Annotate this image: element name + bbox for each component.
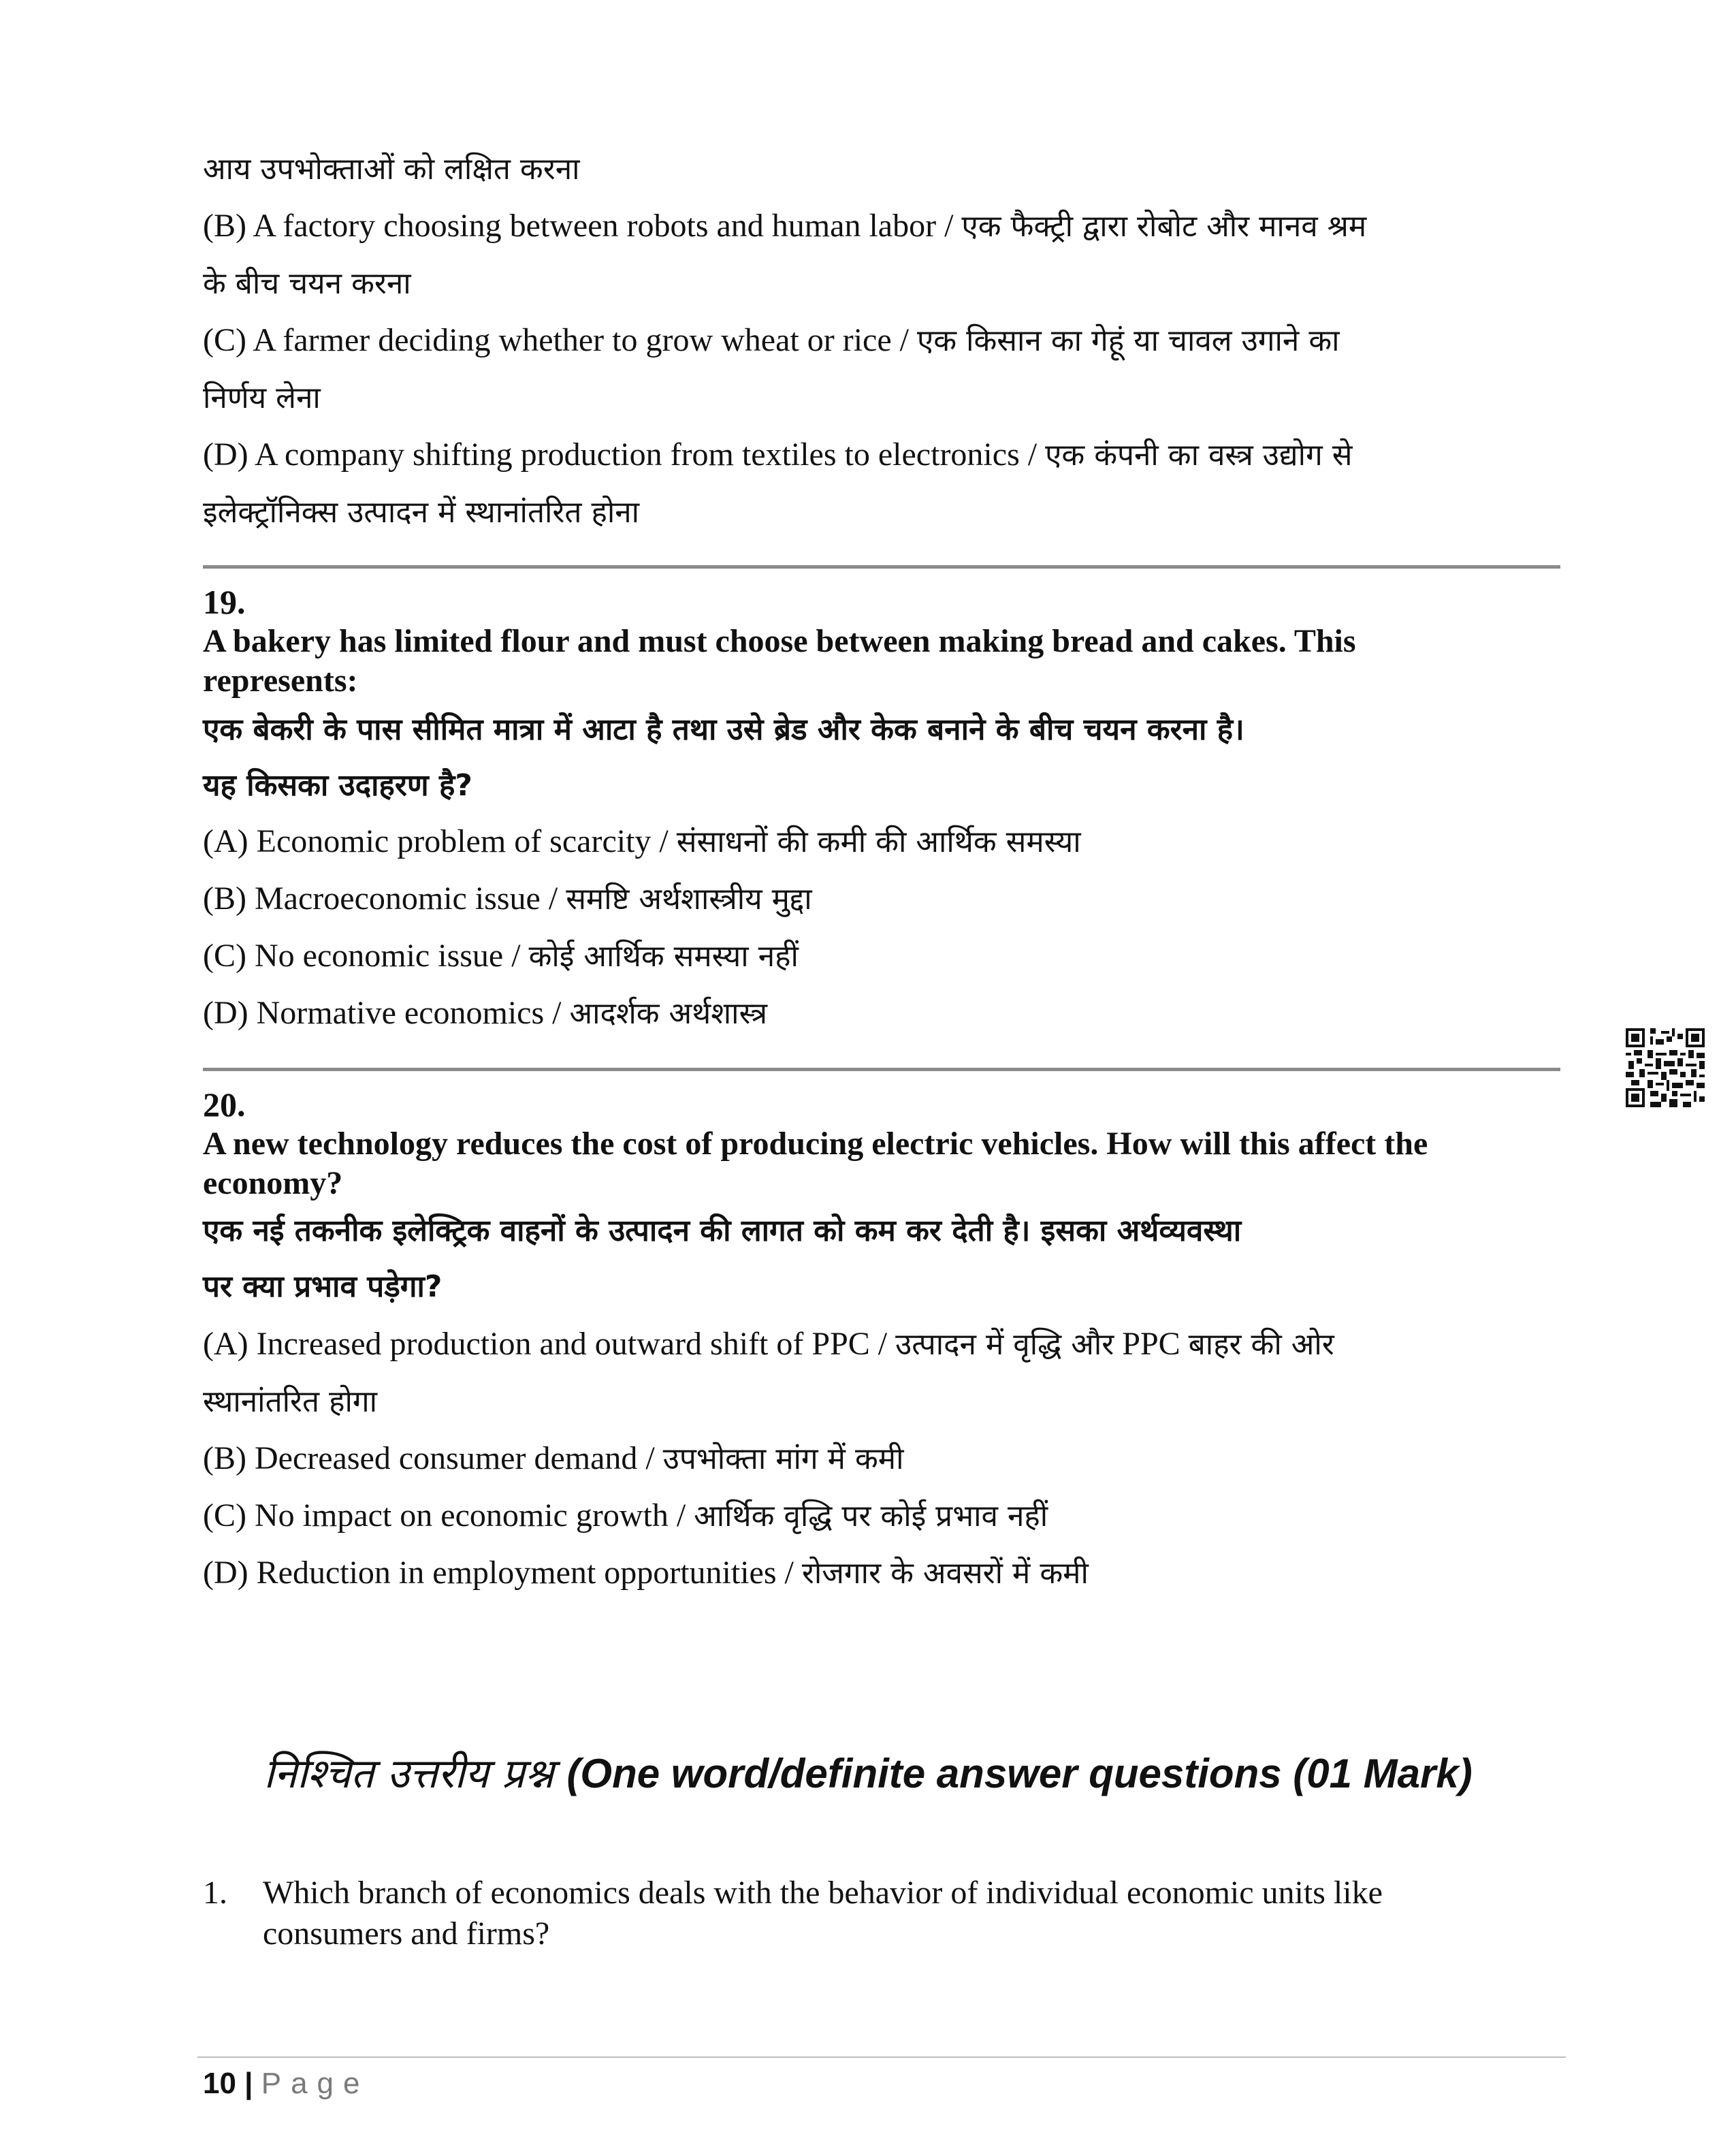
option-text-en: (D) A company shifting production from textiles to electronics /: [203, 436, 1046, 473]
footer-separator: |: [236, 2067, 261, 2100]
page-footer: [203, 2063, 369, 2104]
option-text-hi: एक कंपनी का वस्त्र उद्योग से: [1045, 438, 1353, 473]
question-text-en: represents:: [203, 663, 358, 699]
option-text-hi: समष्टि अर्थशास्त्रीय मुद्दा: [566, 882, 812, 917]
option-text-hi: इलेक्ट्रॉनिक्स उत्पादन में स्थानांतरित होना: [203, 495, 640, 530]
footer-divider: [197, 2056, 1566, 2058]
q20-option-d: [203, 1553, 1089, 1594]
q18-option-b-cont: [203, 263, 411, 304]
option-text-hi: एक फैक्ट्री द्वारा रोबोट और मानव श्रम: [961, 209, 1367, 244]
option-text-hi: के बीच चयन करना: [203, 266, 411, 301]
option-text-hi: उत्पादन में वृद्धि और: [895, 1327, 1114, 1362]
q18-option-d: [203, 434, 1353, 476]
question-text-en: economy?: [203, 1165, 343, 1201]
option-a-continuation: [203, 148, 580, 190]
question-number: 1.: [203, 1875, 227, 1911]
option-text-en: (D) Reduction in employment opportunities /: [203, 1555, 802, 1591]
option-text-en: (C) No economic issue /: [203, 938, 529, 974]
option-text-en: (A) Economic problem of scarcity /: [203, 823, 677, 859]
option-text-hi: बाहर की ओर: [1188, 1327, 1334, 1362]
q18-option-d-cont: [203, 492, 639, 533]
option-text-en: (B) A factory choosing between robots and human labor /: [203, 208, 962, 244]
q19-option-b: [203, 878, 812, 920]
question-text-en: A new technology reduces the cost of producing electric vehicles. How will this affect the: [203, 1126, 1428, 1162]
option-text-hi: आदर्शक अर्थशास्त्र: [569, 996, 767, 1031]
option-text-hi: उपभोक्ता मांग में कमी: [662, 1442, 904, 1476]
question-text-en: Which branch of economics deals with the behavior of individual economic units like consumers and firms?: [263, 1875, 1383, 1952]
option-text-hi: एक किसान का गेहूं या चावल उगाने का: [916, 323, 1340, 358]
q18-option-c-cont: [203, 377, 321, 419]
question-text-hi: पर क्या प्रभाव पड़ेगा?: [203, 1269, 443, 1304]
divider: [203, 1068, 1560, 1071]
option-text-en: (B) Macroeconomic issue /: [203, 880, 566, 917]
option-text-en: (A) Increased production and outward shift of PPC /: [203, 1326, 896, 1362]
q19-option-a: [203, 821, 1081, 863]
option-text-hi: निर्णय लेना: [203, 381, 321, 415]
page-number: 10: [203, 2067, 236, 2100]
question-number: 20.: [203, 1085, 246, 1124]
section-heading: [0, 1747, 1736, 1801]
option-text-hi: संसाधनों की कमी की आर्थिक समस्या: [676, 825, 1081, 859]
option-text-hi: कोई आर्थिक समस्या नहीं: [528, 939, 799, 974]
qr-code-icon: [1626, 1028, 1705, 1107]
q18-option-b: [203, 206, 1366, 247]
q20-option-a-cont: [203, 1381, 377, 1423]
section-heading-en: (One word/definite answer questions (01 Mark): [566, 1751, 1473, 1796]
q20-option-a: [203, 1324, 1334, 1365]
option-text-hi: स्थानांतरित होगा: [203, 1384, 378, 1419]
q20-option-b: [203, 1438, 903, 1480]
q19-option-d: [203, 993, 767, 1034]
option-text-en: (B) Decreased consumer demand /: [203, 1440, 663, 1476]
option-a-hindi: आय उपभोक्ताओं को लक्षित करना: [203, 152, 580, 187]
option-text-hi: आर्थिक वृद्धि पर कोई प्रभाव नहीं: [694, 1499, 1048, 1534]
section-heading-hi: निश्चित उत्तरीय प्रश्न: [263, 1750, 567, 1798]
option-text-en: (D) Normative economics /: [203, 995, 570, 1031]
option-text-en: (C) A farmer deciding whether to grow wheat or rice /: [203, 322, 917, 358]
question-text-en: A bakery has limited flour and must choose between making bread and cakes. This: [203, 623, 1356, 659]
question-text-hi: एक बेकरी के पास सीमित मात्रा में आटा है तथा उसे ब्रेड और केक बनाने के बीच चयन करना है।: [203, 712, 1244, 747]
option-text-en: (C) No impact on economic growth /: [203, 1497, 694, 1534]
option-text-hi: रोजगार के अवसरों में कमी: [801, 1556, 1089, 1591]
q20-option-c: [203, 1495, 1048, 1537]
q19-option-c: [203, 936, 799, 977]
option-text-en: PPC: [1114, 1326, 1189, 1362]
page-label: Page: [261, 2067, 370, 2100]
question-text-hi: एक नई तकनीक इलेक्ट्रिक वाहनों के उत्पादन की लागत को कम कर देती है। इसका अर्थव्यवस्था: [203, 1213, 1242, 1248]
question-number: 19.: [203, 583, 246, 621]
q18-option-c: [203, 320, 1340, 362]
question-text-hi: यह किसका उदाहरण है?: [203, 768, 472, 803]
divider: [203, 565, 1560, 569]
